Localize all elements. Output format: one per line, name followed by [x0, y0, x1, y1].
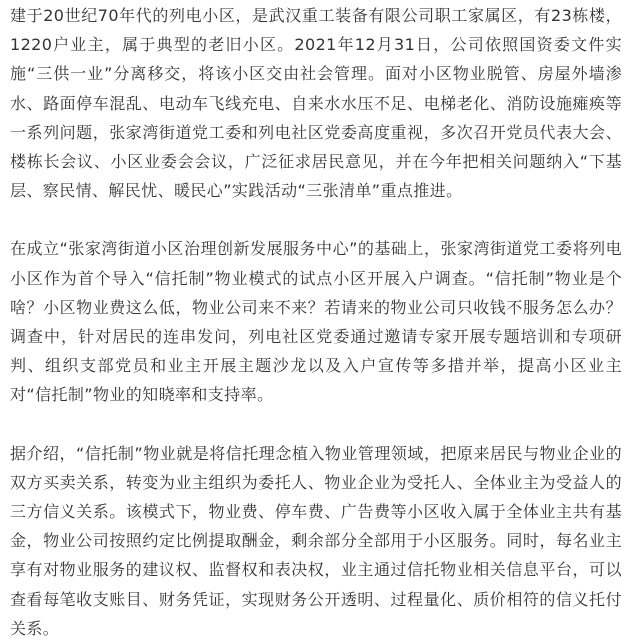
article-body: [0, 1, 630, 643]
article-paragraph: 据介绍，“信托制”物业就是将信托理念植入物业管理领域，把原来居民与物业企业的双方买卖关系，转变为业主组织为委托人、物业企业为受托人、全体业主为受益人的三方信义关系。该模式下，物业费、停车费、广告费等小区收入属于全体业主共有基金，物业公司按照约定比例提取酬金，剩余部分全部用于小区服务。同时，每名业主享有对物业服务的建议权、监督权和表决权，业主通过信托物业相关信息平台，可以查看每笔收支账目、财务凭证，实现财务公开透明、过程量化、质价相符的信义托付关系。: [10, 443, 622, 638]
article-paragraph: 在成立“张家湾街道小区治理创新发展服务中心”的基础上，张家湾街道党工委将列电小区作为首个导入“信托制”物业模式的试点小区开展入户调查。“信托制”物业是个啥？小区物业费这么低，物业公司来不来？若请来的物业公司只收钱不服务怎么办？调查中，针对居民的连串发问，列电社区党委通过邀请专家开展专题培训和专项研判、组织支部党员和业主开展主题沙龙以及入户宣传等多措并举，提高小区业主对“信托制”物业的知晓率和支持率。: [10, 239, 622, 405]
article-paragraph: 建于20世纪70年代的列电小区，是武汉重工装备有限公司职工家属区，有23栋楼，1220户业主，属于典型的老旧小区。2021年12月31日，公司依照国资委文件实施“三供一业”分离移交，将该小区交由社会管理。面对小区物业脱管、房屋外墙渗水、路面停车混乱、电动车飞线充电、自来水水压不足、电梯老化、消防设施瘫痪等一系列问题，张家湾街道党工委和列电社区党委高度重视，多次召开党员代表大会、楼栋长会议、小区业委会会议，广泛征求居民意见，并在今年把相关问题纳入“下基层、察民情、解民忧、暖民心”实践活动“三张清单”重点推进。: [10, 6, 622, 201]
